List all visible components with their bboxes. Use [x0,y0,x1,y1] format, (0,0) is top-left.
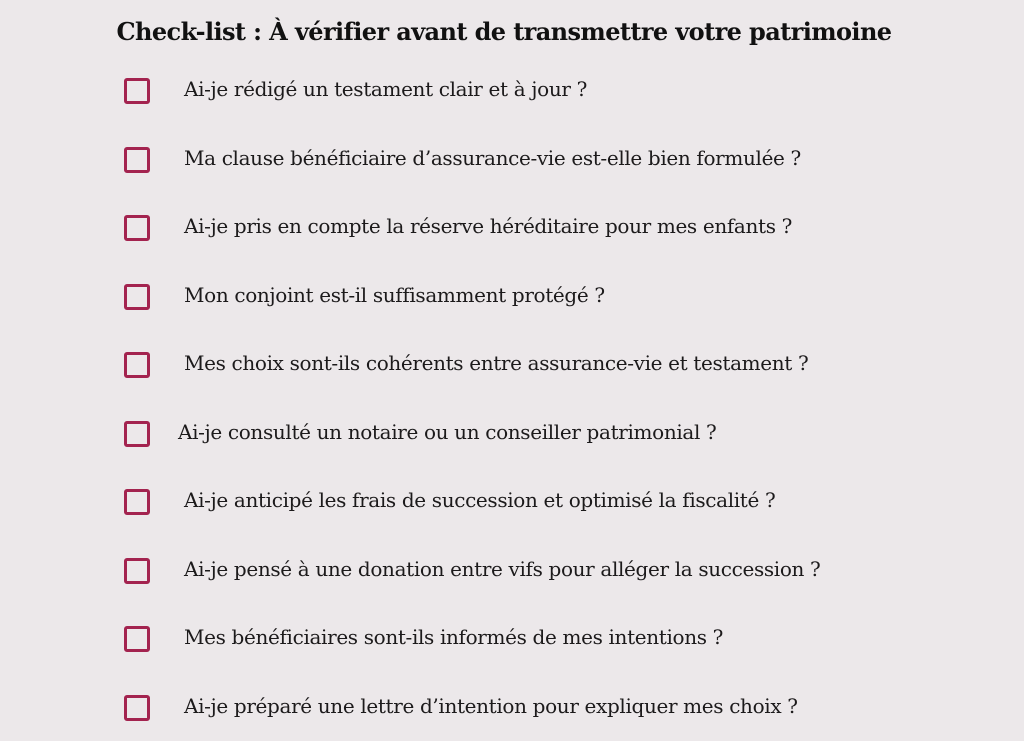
checklist-item [0,209,1024,249]
checklist-item [0,415,1024,455]
checklist-item-label: Ai-je consulté un notaire ou un conseiller patrimonial ? [178,420,717,444]
checklist-item-label: Mes bénéficiaires sont-ils informés de mes intentions ? [184,625,724,649]
checklist-item-label: Ai-je pris en compte la réserve héréditaire pour mes enfants ? [184,214,793,238]
checklist-item-label: Mes choix sont-ils cohérents entre assurance-vie et testament ? [184,351,809,375]
checklist-item-label: Ai-je préparé une lettre d’intention pour expliquer mes choix ? [184,694,798,718]
checkbox[interactable] [124,626,150,652]
checkbox[interactable] [124,489,150,515]
checklist-item-label: Ai-je pensé à une donation entre vifs pour alléger la succession ? [184,557,821,581]
checkbox[interactable] [124,421,150,447]
checklist-item [0,552,1024,592]
checklist-item-label: Ai-je anticipé les frais de succession et optimisé la fiscalité ? [184,488,776,512]
checklist-item [0,346,1024,386]
checklist-item-label: Ai-je rédigé un testament clair et à jour ? [184,77,587,101]
checklist-item [0,483,1024,523]
checklist-item [0,689,1024,729]
checkbox[interactable] [124,352,150,378]
checklist-item [0,278,1024,318]
checklist-item-label: Mon conjoint est-il suffisamment protégé ? [184,283,605,307]
checklist-item [0,141,1024,181]
checklist-item [0,72,1024,112]
checkbox[interactable] [124,78,150,104]
checkbox[interactable] [124,215,150,241]
checkbox[interactable] [124,147,150,173]
checkbox[interactable] [124,695,150,721]
checklist-item [0,620,1024,660]
page-title: Check-list : À vérifier avant de transmettre votre patrimoine [116,17,892,46]
checkbox[interactable] [124,558,150,584]
checklist-item-label: Ma clause bénéficiaire d’assurance-vie est-elle bien formulée ? [184,146,801,170]
checkbox[interactable] [124,284,150,310]
